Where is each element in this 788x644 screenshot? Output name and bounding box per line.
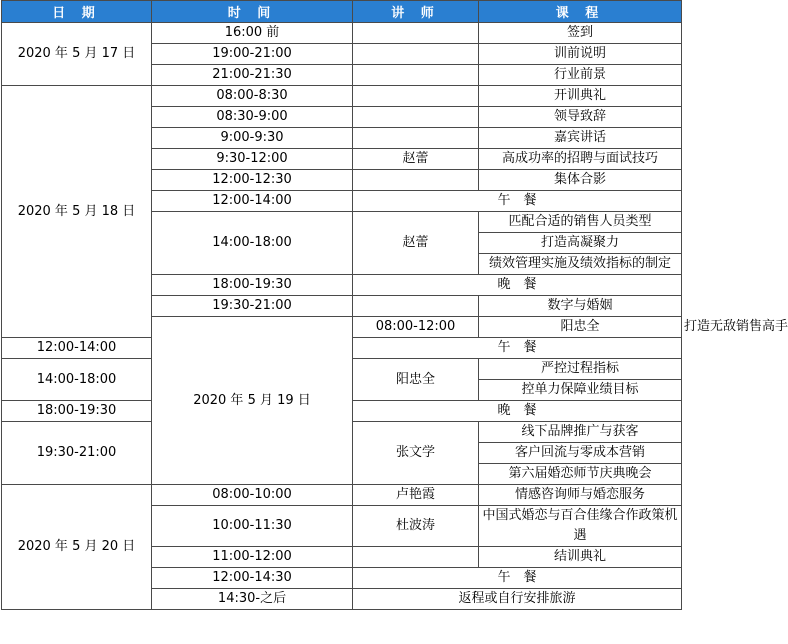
teacher-cell: 赵蕾 <box>353 212 479 275</box>
meal-cell: 午 餐 <box>353 191 682 212</box>
course-cell: 集体合影 <box>479 170 682 191</box>
teacher-cell <box>353 547 479 568</box>
teacher-cell <box>353 128 479 149</box>
time-cell: 19:30-21:00 <box>152 296 353 317</box>
teacher-cell <box>353 296 479 317</box>
course-cell: 严控过程指标 <box>479 359 682 380</box>
time-cell: 21:00-21:30 <box>152 65 353 86</box>
course-cell: 训前说明 <box>479 44 682 65</box>
course-cell: 情感咨询师与婚恋服务 <box>479 485 682 506</box>
date-cell: 2020 年 5 月 18 日 <box>2 86 152 338</box>
teacher-cell: 卢艳霞 <box>353 485 479 506</box>
time-cell: 08:00-8:30 <box>152 86 353 107</box>
time-cell: 14:00-18:00 <box>2 359 152 401</box>
teacher-cell: 阳忠全 <box>353 359 479 401</box>
table-row: 2020 年 5 月 19 日 08:00-12:00 阳忠全 打造无敌销售高手 <box>2 317 682 338</box>
time-cell: 18:00-19:30 <box>2 401 152 422</box>
course-cell: 行业前景 <box>479 65 682 86</box>
time-cell: 19:00-21:00 <box>152 44 353 65</box>
teacher-cell <box>353 170 479 191</box>
course-cell: 嘉宾讲话 <box>479 128 682 149</box>
teacher-cell <box>353 65 479 86</box>
time-cell: 18:00-19:30 <box>152 275 353 296</box>
header-time: 时 间 <box>152 1 353 23</box>
table-row <box>2 86 682 107</box>
header-date: 日 期 <box>2 1 152 23</box>
header-course: 课 程 <box>479 1 682 23</box>
course-cell: 第六届婚恋师节庆典晚会 <box>479 464 682 485</box>
teacher-cell: 阳忠全 <box>479 317 682 338</box>
course-cell: 绩效管理实施及绩效指标的制定 <box>479 254 682 275</box>
time-cell: 14:00-18:00 <box>152 212 353 275</box>
course-cell: 控单力保障业绩目标 <box>479 380 682 401</box>
table-row <box>2 485 682 506</box>
header-teacher: 讲 师 <box>353 1 479 23</box>
time-cell: 12:00-14:30 <box>152 568 353 589</box>
time-cell: 08:00-10:00 <box>152 485 353 506</box>
date-cell: 2020 年 5 月 17 日 <box>2 23 152 86</box>
course-cell: 客户回流与零成本营销 <box>479 443 682 464</box>
schedule-table <box>1 0 788 610</box>
course-cell: 签到 <box>479 23 682 44</box>
teacher-cell <box>353 23 479 44</box>
time-cell: 9:30-12:00 <box>152 149 353 170</box>
time-cell: 19:30-21:00 <box>2 422 152 485</box>
meal-cell: 晚 餐 <box>353 275 682 296</box>
time-cell: 12:00-12:30 <box>152 170 353 191</box>
teacher-cell: 杜波涛 <box>353 506 479 547</box>
time-cell: 10:00-11:30 <box>152 506 353 547</box>
course-cell: 中国式婚恋与百合佳缘合作政策机遇 <box>479 506 682 547</box>
course-cell: 高成功率的招聘与面试技巧 <box>479 149 682 170</box>
time-cell: 12:00-14:00 <box>2 338 152 359</box>
course-cell: 领导致辞 <box>479 107 682 128</box>
course-cell: 结训典礼 <box>479 547 682 568</box>
time-cell: 16:00 前 <box>152 23 353 44</box>
header-row <box>2 1 682 23</box>
table-row <box>2 23 682 44</box>
time-cell: 14:30-之后 <box>152 589 353 610</box>
course-cell: 打造高凝聚力 <box>479 233 682 254</box>
teacher-cell <box>353 86 479 107</box>
time-cell: 11:00-12:00 <box>152 547 353 568</box>
meal-cell: 返程或自行安排旅游 <box>353 589 682 610</box>
time-cell: 12:00-14:00 <box>152 191 353 212</box>
time-cell: 08:00-12:00 <box>353 317 479 338</box>
teacher-cell: 张文学 <box>353 422 479 485</box>
time-cell: 08:30-9:00 <box>152 107 353 128</box>
course-cell: 匹配合适的销售人员类型 <box>479 212 682 233</box>
meal-cell: 晚 餐 <box>353 401 682 422</box>
teacher-cell: 赵蕾 <box>353 149 479 170</box>
course-cell: 开训典礼 <box>479 86 682 107</box>
meal-cell: 午 餐 <box>353 568 682 589</box>
date-cell: 2020 年 5 月 20 日 <box>2 485 152 610</box>
course-cell: 线下品牌推广与获客 <box>479 422 682 443</box>
meal-cell: 午 餐 <box>353 338 682 359</box>
teacher-cell <box>353 44 479 65</box>
date-cell: 2020 年 5 月 19 日 <box>152 317 353 485</box>
time-cell: 9:00-9:30 <box>152 128 353 149</box>
teacher-cell <box>353 107 479 128</box>
course-cell: 数字与婚姻 <box>479 296 682 317</box>
